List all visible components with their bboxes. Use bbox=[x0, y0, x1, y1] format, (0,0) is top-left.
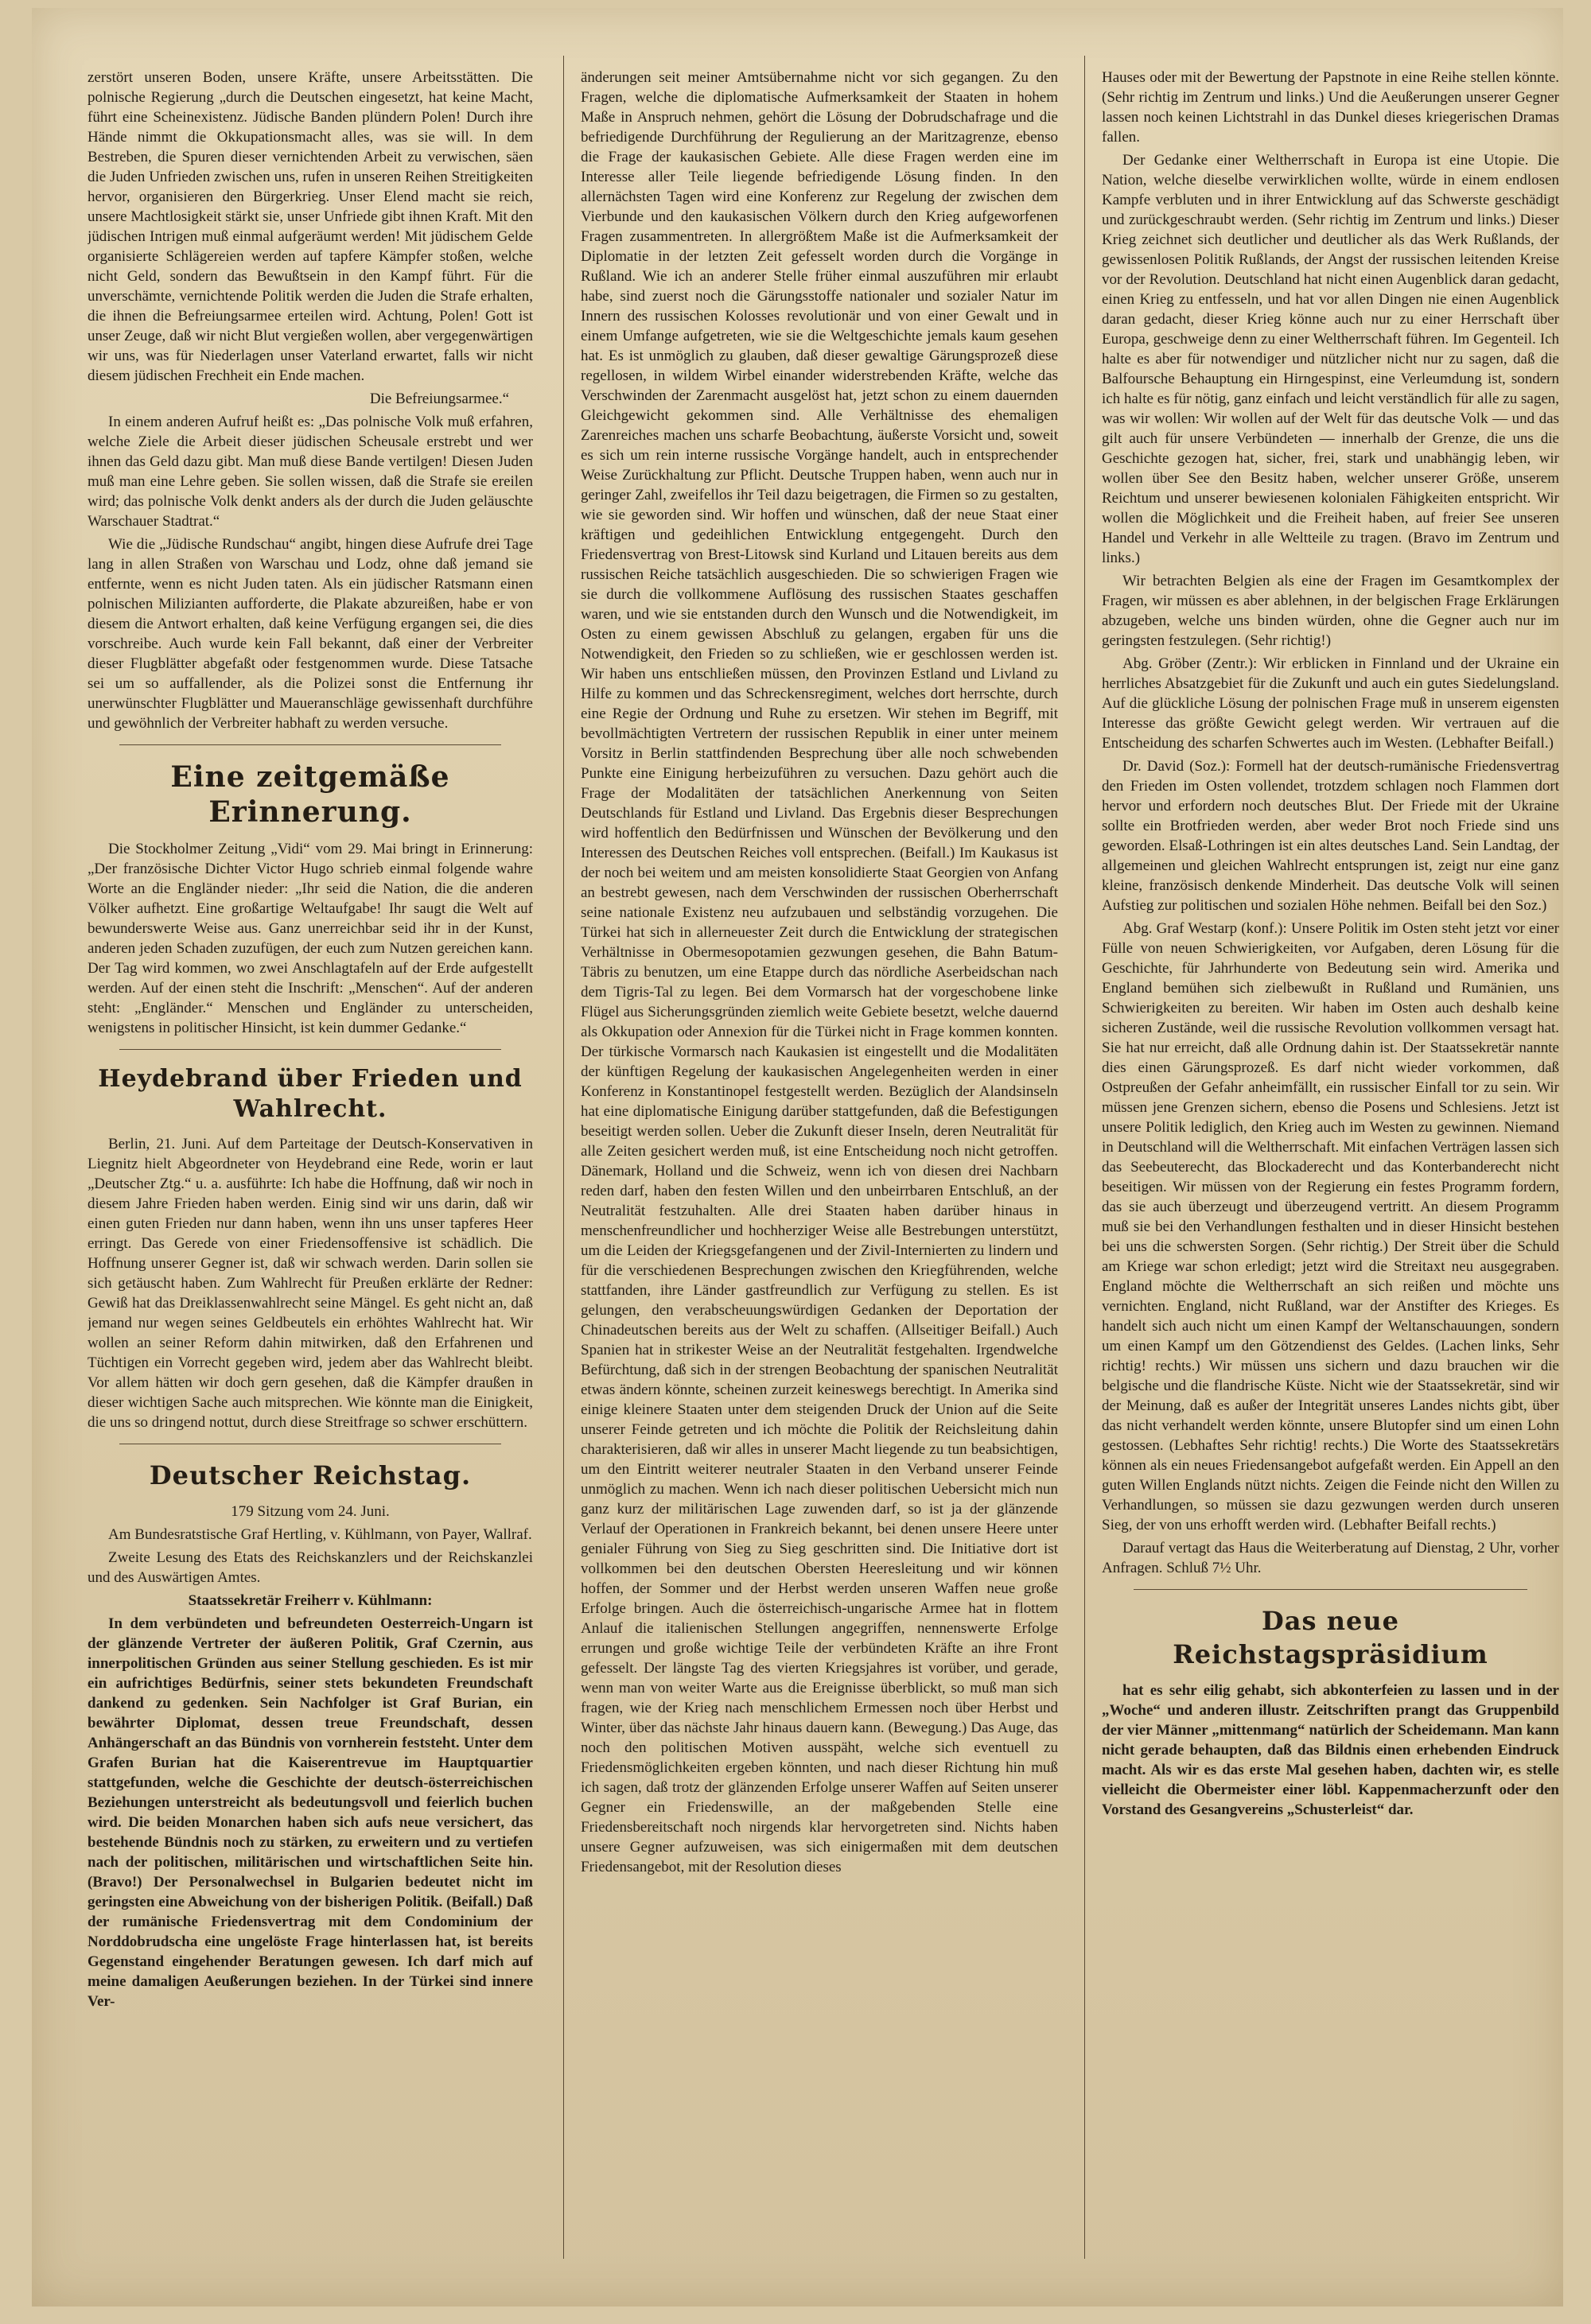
column-rule bbox=[1084, 56, 1085, 2259]
article-text: Wir betrachten Belgien als eine der Fragen im Gesamtkomplex der Fragen, wir müssen es aber ablehnen, in der belgischen Frage Erklärungen abzugeben, welche uns binden würden, ohne die Gegner auch nur im geringsten festzulegen. (Sehr richtig!) bbox=[1102, 573, 1559, 649]
column-rule bbox=[563, 56, 564, 2259]
divider bbox=[119, 744, 501, 745]
article-text: Wie die „Jüdische Rundschau“ angibt, hingen diese Aufrufe drei Tage lang in allen Straßen von Warschau und Lodz, ohne daß jemand sie entfernte, wenn es nicht Juden taten. Als ein jüdischer Ratsmann einen polnischen Milizianten aufforderte, die Plakate abzureißen, habe er von diesem die Antwort erhalten, daß keine Verfügung ergangen sei, die dies vorschreibe. Auch wurde kein Fall bekannt, daß einer der Verbreiter dieser Flugblätter abgefaßt oder festgenommen wurde. Diese Tatsache sei um so auffallender, als die Polizei sonst die Entfernung ihr unerwünschter Flugblätter und Maueranschläge gewissenhaft durchführe und gewöhnlich der Verbreiter habhaft zu werden versuche. bbox=[88, 536, 533, 732]
column-2 bbox=[581, 68, 1058, 2275]
article-text: änderungen seit meiner Amtsübernahme nicht vor sich gegangen. Zu den Fragen, welche die diplomatische Aufmerksamkeit der Staaten in hohem Maße in Anspruch nehmen, gehört die Lösung der Dobrudschafrage und die befriedigende Durchführung der Regulierung an der Maritzagrenze, ebenso die Frage der kaukasischen Gebiete. Alle diese Fragen werden eine im Interesse aller Teile liegende befriedigende Lösung finden. In den allernächsten Tagen wird eine Konferenz zur Regelung der zwischen dem Vierbunde und den kaukasischen Völkern durch den Krieg aufgeworfenen Fragen zusammentreten. In allergrößtem Maße ist die Aufmerksamkeit der Diplomatie in der letzten Zeit gefesselt worden durch die Vorgänge in Rußland. Wie ich an anderer Stelle früher einmal auszuführen mir erlaubt habe, sind zuerst noch die Gärungsstoffe nationaler und sozialer Natur im Innern des russischen Kolosses revolutionär und von einer Gewalt und in einem Umfange aufgetreten, wie sie die Weltgeschichte jemals kaum gesehen hat. Es ist unmöglich zu glauben, daß dieser gewaltige Gärungsprozeß diese regellosen, in wildem Wirbel einander widerstrebenden Kräfte, welche das Verschwinden der Zarenmacht ausgelöst hat, jetzt schon zu einem dauernden Gleichgewicht gekommen sind. Alle Verhältnisse des ehemaligen Zarenreiches machen uns scharfe Beobachtung, äußerste Vorsicht und, soweit es sich um rein interne russische Vorgänge handelt, auch in entsprechender Weise Zurückhaltung zur Pflicht. Deutsche Truppen haben, wenn auch nur in geringer Zahl, zweifellos ihr Teil dazu beigetragen, die Firmen so zu gestalten, wie sie geworden sind. Wir hoffen und wünschen, daß der neue Staat einer kräftigen und gedeihlichen Entwicklung entgegengeht. Durch den Friedensvertrag von Brest-Litowsk sind Kurland und Litauen bereits aus dem russischen Reiche tatsächlich ausgeschieden. Die so schwierigen Fragen wie sie durch die vollkommene Auflösung des russischen Staates geschaffen waren, und wie sie entstanden durch den Wunsch und die Notwendigkeit, im Osten zu einem gewissen Abschluß zu gelangen, ergaben für uns die Notwendigkeit, den Frieden so zu schließen, wie er geschlossen werden ist. Wir haben uns entschließen müssen, den Provinzen Estland und Livland zu Hilfe zu kommen und das Schreckensregiment, welches dort herrschte, durch eine Regie der Ordnung und Ruhe zu ersetzen. Wir stehen im Begriff, mit bevollmächtigten Vertretern der russischen Republik in einer unter meinem Vorsitz in Berlin stattfindenden Besprechung über alle noch schwebenden Punkte eine Einigung herbeizuführen zu versuchen. Dazu gehört auch die Frage der Modalitäten der tatsächlichen Anerkennung von Seiten Deutschlands für Estland und Livland. Das Ergebnis dieser Besprechungen wird hoffentlich den Bedürfnissen und Wünschen der Bevölkerung und den Interessen des Deutschen Reiches voll entsprechen. (Beifall.) Im Kaukasus ist der noch bei weitem und am meisten konsolidierte Staat Georgien von Anfang an bestrebt gewesen, nach dem Verschwinden der russischen Oberherrschaft seine nationale Existenz neu aufzubauen und selbständig vorzugehen. Die Türkei hat sich in allerneuester Zeit durch die Entwicklung der strategischen Verhältnisse in Obermesopotamien gezwungen gesehen, die Bahn Batum-Täbris zu benutzen, um eine Etappe durch das nördliche Aserbeidschan nach dem Tigris-Tal zu legen. Bei dem Vormarsch hat der vorgeschobene linke Flügel aus Sicherungsgründen ziemlich weite Gebiete besetzt, welche dauernd als Okkupation oder Annexion für die Türkei nicht in Frage kommen konnten. Der türkische Vormarsch nach Kaukasien ist eingestellt und die Modalitäten der künftigen Regelung der kaukasischen Angelegenheiten werden in einer Konferenz in Konstantinopel festgestellt werden. Bezüglich der Alandsinseln hat eine diplomatische Einigung darüber stattgefunden, daß die Befestigungen beseitigt werden sollen. Ueber die Zukunft dieser Inseln, deren Neutralität für alle Zeiten gesichert werden muß, ist eine Entscheidung noch nicht getroffen. Dänemark, Holland und die Schweiz, wenn ich von diesen drei Nachbarn reden darf, haben den festen Willen und den unbeirrbaren Entschluß, an der Neutralität festzuhalten. Alle drei Staaten haben darüber hinaus in menschenfreundlicher und hochherziger Weise alle Bestrebungen unterstützt, um die Leiden der Kriegsgefangenen und der Zivil-Internierten zu lindern und für die verschiedenen Besprechungen zwischen den Kriegführenden, welche stattfanden, ihre Länder gastfreundlich zur Verfügung zu stellen. Es ist gelungen, den verabscheuungswürdigen Gedanken der Deportation der Chinadeutschen bereits aus der Welt zu schaffen. (Allseitiger Beifall.) Auch Spanien hat in strikester Weise an der Neutralität festgehalten. Irgendwelche Befürchtung, daß sich in der strengen Beobachtung der spanischen Neutralität etwas ändern könnte, scheinen zurzeit keineswegs berechtigt. In Amerika sind einige kleinere Staaten unter dem steigenden Druck der Union auf die Seite unserer Feinde getreten und ich möchte die Politik der Reichsleitung dahin charakterisieren, daß wir alles in unserer Macht liegende zu tun beabsichtigen, um den Eintritt weiterer neutraler Staaten in den Verband unserer Feinde unmöglich zu machen. Wenn ich nach dieser politischen Uebersicht mich nun ganz kurz der militärischen Lage zuwenden darf, so ist ja der glänzende Verlauf der Operationen in Frankreich bekannt, bei denen unsere Heere unter genialer Führung von Sieg zu Sieg geschritten sind. Die Initiative dort ist vollkommen bei den deutschen Obersten Heeresleitung und wir können hoffen, der Sommer und der Herbst werden unseren Waffen neue große Erfolge bringen. Auch die österreichisch-ungarische Armee hat in flottem Anlauf die italienischen Stellungen angegriffen, nennenswerte Erfolge errungen und große wichtige Teile der verbündeten Kräfte an ihre Front gefesselt. Der längste Tag des vierten Kriegsjahres ist vorüber, und gerade, wenn man von weiter Warte aus die Ereignisse überblickt, so muß man sich fragen, wie der Krieg nach menschlichem Ermessen noch über Herbst und Winter, über das nächste Jahr hinaus dauern kann. (Bewegung.) Das Auge, das noch den politischen Motiven ausspäht, welche sich eventuell zu Friedensmöglichkeiten ergeben könnten, und nach dieser Richtung hin muß ich sagen, daß trotz der glänzenden Erfolge unserer Waffen auf Seiten unserer Gegner ein Friedenswille, an der maßgebenden Stelle eine Friedensbereitschaft noch nirgends klar hervorgetreten sind. Nichts haben unsere Gegner aufzuweisen, was sich einigermaßen mit dem deutschen Friedensangebot, mit der Resolution dieses bbox=[581, 69, 1058, 1875]
article-text: Die Stockholmer Zeitung „Vidi“ vom 29. Mai bringt in Erinnerung: „Der französische Dichter Victor Hugo schrieb einmal folgende wahre Worte an die Engländer nieder: „Ihr seid die Nation, die die anderen Völker aufhetzt. Eine großartige Weltaufgabe! Ihr saugt die Welt auf bewunderswerte Weise aus. Ganz unerreichbar seid ihr in der Kunst, anderen jeden Schaden zuzufügen, der euch zum Nutzen gereichen kann. Der Tag wird kommen, wo zwei Anschlagtafeln auf der Erde aufgestellt werden. Auf der einen steht die Inschrift: „Menschen“. Auf der anderen steht: „Engländer.“ Menschen und Engländer zu unterscheiden, wenigstens in politischer Hinsicht, ist kein dummer Gedanke.“ bbox=[88, 841, 533, 1036]
article-text: zerstört unseren Boden, unsere Kräfte, unsere Arbeitsstätten. Die polnische Regierung „durch die Deutschen eingesetzt, hat keine Macht, führt eine Scheinexistenz. Jüdische Banden plündern Polen! Durch ihre Hände nimmt die Okkupationsmacht alles, was sie will. In dem Bestreben, die Spuren dieser vernichtenden Arbeit zu verwischen, säen die Juden Unfrieden zwischen uns, rufen in unseren Reihen Streitigkeiten hervor, organisieren den Bürgerkrieg. Unser Elend macht sie reich, unsere Machtlosigkeit stärkt sie, unser Unfriede gibt ihnen Kraft. Mit den jüdischen Intrigen muß einmal aufgeräumt werden! Mit jüdischem Gelde organisierte Schlägereien werden auf tapfere Kämpfer stoßen, welche nicht Geld, sondern das Bewußtsein in den Kampf führt. Für die unverschämte, vernichtende Politik werden die Juden die Strafe erhalten, die ihnen die Befreiungsarmee erteilen wird. Achtung, Polen! Gott ist unser Zeuge, daß wir nicht Blut vergießen wollen, aber vergegenwärtigen wir uns, was für Niederlagen unser Vaterland erwartet, falls wir nicht diesem jüdischen Frechheit ein Ende machen. bbox=[88, 69, 533, 384]
section-headline: Deutscher Reichstag. bbox=[149, 1460, 472, 1490]
article-headline: Heydebrand über Frieden und Wahlrecht. bbox=[98, 1065, 523, 1123]
article-text: In dem verbündeten und befreundeten Oesterreich-Ungarn ist der glänzende Vertreter der äußeren Politik, Graf Czernin, aus innerpolitischen Gründen aus seiner Stellung geschieden. Es ist mir ein aufrichtiges Bedürfnis, seiner stets bekundeten Freundschaft dankend zu gedenken. Sein Nachfolger ist Graf Burian, ein bewährter Diplomat, dessen treue Freundschaft, dessen Anhängerschaft an das Bündnis von vornherein feststeht. Unter dem Grafen Burian hat die Kaiserentrevue im Hauptquartier stattgefunden, welche die Geschichte der deutsch-österreichischen Beziehungen unterstreicht als bedeutungsvoll und feierlich buchen wird. Die beiden Monarchen haben sich aufs neue versichert, das bestehende Bündnis noch zu stärken, zu erweitern und zu vertiefen nach der politischen, militärischen und wirtschaftlichen Seite hin. (Bravo!) Der Personalwechsel in Bulgarien bedeutet nicht im geringsten eine Abweichung von der bisherigen Politik. (Beifall.) Daß der rumänische Friedensvertrag mit dem Condominium der Norddobrudscha eine ungelöste Frage hinterlassen hat, ist bereits Gegenstand eingehender Beratungen gewesen. Ich darf mich auf meine damaligen Aeußerungen beziehen. In der Türkei sind innere Ver- bbox=[88, 1615, 533, 2010]
article-text: Der Gedanke einer Weltherrschaft in Europa ist eine Utopie. Die Nation, welche dieselbe verwirklichen wollte, würde in einem endlosen Kampfe verbluten und in ihrer Entwicklung auf das Schwerste geschädigt und zurückgeschraubt werden. (Sehr richtig im Zentrum und links.) Dieser Krieg zeichnet sich deutlicher und deutlicher als das Werk Rußlands, der gewissenlosen Politik Rußlands, der Angst der russischen leitenden Kreise vor der Revolution. Deutschland hat nicht einen Augenblick daran gedacht, einen Krieg zu entfesseln, und hat vor allen Dingen nie einen Augenblick daran gedacht, dieser Krieg könne auch nur zu einer Herrschaft über Europa, geschweige denn zu einer Weltherrschaft führen. Im Gegenteil. Ich halte es aber für notwendiger und nützlicher nicht nur zu sagen, daß die Balfoursche Behauptung ein Hirngespinst, eine Verleumdung ist, sondern ich halte es für nötig, ganz einfach und leicht verständlich für alle zu sagen, was wir wollen: Wir wollen auf der Welt für das deutsche Volk — und das gilt auch für unsere Verbündeten — innerhalb der Grenze, die uns die Geschichte gezogen hat, sicher, frei, stark und unabhängig leben, wir wollen über See den Besitz haben, welcher unserer Größe, unserem Reichtum und unserer bewiesenen kolonialen Fähigkeiten entspricht. Wir wollen die Möglichkeit und die Freiheit haben, auf freier See unseren Handel und Verkehr in alle Weltteile zu tragen. (Bravo im Zentrum und links.) bbox=[1102, 152, 1559, 566]
article-headline: Das neue Reichstagspräsidium bbox=[1173, 1606, 1488, 1669]
article-text: In einem anderen Aufruf heißt es: „Das polnische Volk muß erfahren, welche Ziele die Arbeit dieser jüdischen Scheusale erstrebt und wer ihnen das Geld dazu gibt. Man muß diese Bande vertilgen! Diesen Juden muß man eine Lehre geben. Sie sollen wissen, daß die Strafe sie ereilen wird; das polnische Volk denkt anders als der durch die Juden geläuschte Warschauer Stadtrat.“ bbox=[88, 414, 533, 530]
article-text: hat es sehr eilig gehabt, sich abkonterfeien zu lassen und in der „Woche“ und anderen illustr. Zeitschriften prangt das Gruppenbild der vier Männer „mittenmang“ natürlich der Scheidemann. Man kann nicht gerade behaupten, daß das Bildnis einen erhebenden Eindruck macht. Als wir es das erste Mal gesehen haben, dachten wir, es stelle vielleicht die Obermeister einer löbl. Kappenmacherzunft oder den Vorstand des Gesangvereins „Schusterleist“ dar. bbox=[1102, 1682, 1559, 1818]
article-text: Darauf vertagt das Haus die Weiterberatung auf Dienstag, 2 Uhr, vorher Anfragen. Schluß 7½ Uhr. bbox=[1102, 1540, 1559, 1576]
article-headline: Eine zeitgemäße Erinnerung. bbox=[170, 760, 450, 829]
divider bbox=[1134, 1589, 1527, 1590]
newspaper-page bbox=[32, 8, 1563, 2307]
signature: Die Befreiungsarmee.“ bbox=[369, 391, 509, 407]
divider bbox=[119, 1049, 501, 1050]
article-text: Zweite Lesung des Etats des Reichskanzlers und der Reichskanzlei und des Auswärtigen Amtes. bbox=[88, 1549, 533, 1586]
column-3 bbox=[1102, 68, 1559, 2275]
article-text: Berlin, 21. Juni. Auf dem Parteitage der Deutsch-Konservativen in Liegnitz hielt Abgeordneter von Heydebrand eine Rede, worin er laut „Deutscher Ztg.“ u. a. ausführte: Ich habe die Hoffnung, daß wir noch in diesem Jahre Frieden haben werden. Einig sind wir uns darin, daß wir einen guten Frieden nur dann haben, wenn ihn uns unser tapferes Heer erringt. Das Gerede von einer Friedensoffensive ist schädlich. Die Hoffnung unserer Gegner ist, daß wir schwach werden. Darin sollen sie sich getäuscht haben. Zum Wahlrecht für Preußen erklärte der Redner: Gewiß hat das Dreiklassenwahlrecht seine Mängel. Es geht nicht an, daß jemand nur wegen seines Geldbeutels ein erhöhtes Wahlrecht hat. Wir wollen an seiner Reform dahin mitwirken, daß den Erfahrenen und Tüchtigen ein Vorrecht gegeben wird, jedem aber das Wahlrecht bleibt. Vor allem hätten wir doch gern gesehen, daß die Kämpfer draußen in dieser wichtigen Sache auch mitsprechen. Wie könnte man die Einigkeit, die uns so dringend nottut, durch diese Streitfrage so schwer erschüttern. bbox=[88, 1136, 533, 1431]
article-text: Abg. Gröber (Zentr.): Wir erblicken in Finnland und der Ukraine ein herrliches Absatzgebiet für die Zukunft und auch ein gutes Siedelungsland. Auf die glückliche Lösung der polnischen Frage muß in unserem eigensten Interesse das größte Gewicht gelegt werden. Wir vertrauen auf die Entscheidung des scharfen Schwertes auch im Westen. (Lebhafter Beifall.) bbox=[1102, 655, 1559, 752]
article-text: Abg. Graf Westarp (konf.): Unsere Politik im Osten steht jetzt vor einer Fülle von neuen Schwierigkeiten, vor Aufgaben, deren Lösung für die Geschichte, für Jahrhunderte von Bedeutung sein wird. Amerika und England bemühen sich zielbewußt in Rußland und Rumänien, uns Schwierigkeiten zu bereiten. Wir haben im Osten auch deshalb keine sicheren Zustände, weil die russische Revolution vollkommen versagt hat. Sie hat nur erreicht, daß alle Ordnung dahin ist. Der Staatssekretär nannte dies einen Gärungsprozeß. Es darf nicht wieder vorkommen, daß Ostpreußen der Gefahr anheimfällt, ein russischer Einfall tor zu sein. Wir müssen jene Grenzen sichern, ebenso die Posens und Schlesiens. Jetzt ist unsere Politik lediglich, den Krieg auch im Westen zu gewinnen. Niemand in Deutschland will die Weltherrschaft. Mit einfachen Verträgen lassen sich das Seebeuterecht, das Blockaderecht und das Konterbanderecht nicht beseitigen. Wir müssen von der Regierung ein festes Programm fordern, das sie auch überzeugt und überzeugend vertritt. An diesem Programm muß sie bei den Verhandlungen festhalten und in dieser Hinsicht bestehen bei uns die schwersten Sorgen. (Sehr richtig.) Der Streit über die Schuld am Kriege war schon erledigt; jetzt wird die Streitaxt neu ausgegraben. England möchte die Weltherrschaft an sich reißen und möchte uns vernichten. England, nicht Rußland, war der Anstifter des Krieges. Es handelt sich auch nicht um einen Kampf der Weltanschauungen, sondern um einen Kampf um den Götzendienst des Geldes. (Lachen links, Sehr richtig! rechts.) Wir müssen uns sichern und dazu brauchen wir die belgische und die flandrische Küste. Nicht wie der Staatssekretär, sind wir der Meinung, daß es außer der Integrität unseres Landes nichts gibt, über das nicht verhandelt werden könnte, unsere Blutopfer sind um einen Lohn gestossen. (Lebhaftes Sehr richtig! rechts.) Die Worte des Staatssekretärs können als ein neues Friedensangebot aufgefaßt werden. Ein Appell an den guten Willen Englands nützt nichts. Zeigen die Feinde nicht den Willen zu Verhandlungen, so müssen sie dazu gezwungen werden durch unseren Sieg, der von uns erhofft werden wird. (Lebhafter Beifall rechts.) bbox=[1102, 920, 1559, 1533]
article-text: Hauses oder mit der Bewertung der Papstnote in eine Reihe stellen könnte. (Sehr richtig im Zentrum und links.) Und die Aeußerungen unserer Gegner lassen noch keinen Lichtstrahl in das Dunkel dieses kriegerischen Dramas fallen. bbox=[1102, 69, 1559, 146]
session-info: 179 Sitzung vom 24. Juni. bbox=[231, 1503, 390, 1520]
speaker-label: Staatssekretär Freiherr v. Kühlmann: bbox=[188, 1592, 433, 1609]
article-text: Dr. David (Soz.): Formell hat der deutsch-rumänische Friedensvertrag den Frieden im Osten vollendet, trotzdem schlagen noch Flammen dort hervor und erfordern noch deutsches Blut. Der Friede mit der Ukraine sollte ein Brotfrieden werden, aber weder Brot noch Friede sind uns geworden. Elsaß-Lothringen ist ein altes deutsches Land. Sein Landtag, der allgemeinen und gleichen Wahlrecht entsprungen ist, zeigt nur eine ganz kleine, französisch denkende Minderheit. Das deutsche Volk will seinen Aufstieg zur politischen und sozialen Höhe nehmen. Beifall bei den Soz.) bbox=[1102, 758, 1559, 914]
article-text: Am Bundesratstische Graf Hertling, v. Kühlmann, von Payer, Wallraf. bbox=[108, 1526, 532, 1543]
column-1 bbox=[88, 68, 533, 2275]
